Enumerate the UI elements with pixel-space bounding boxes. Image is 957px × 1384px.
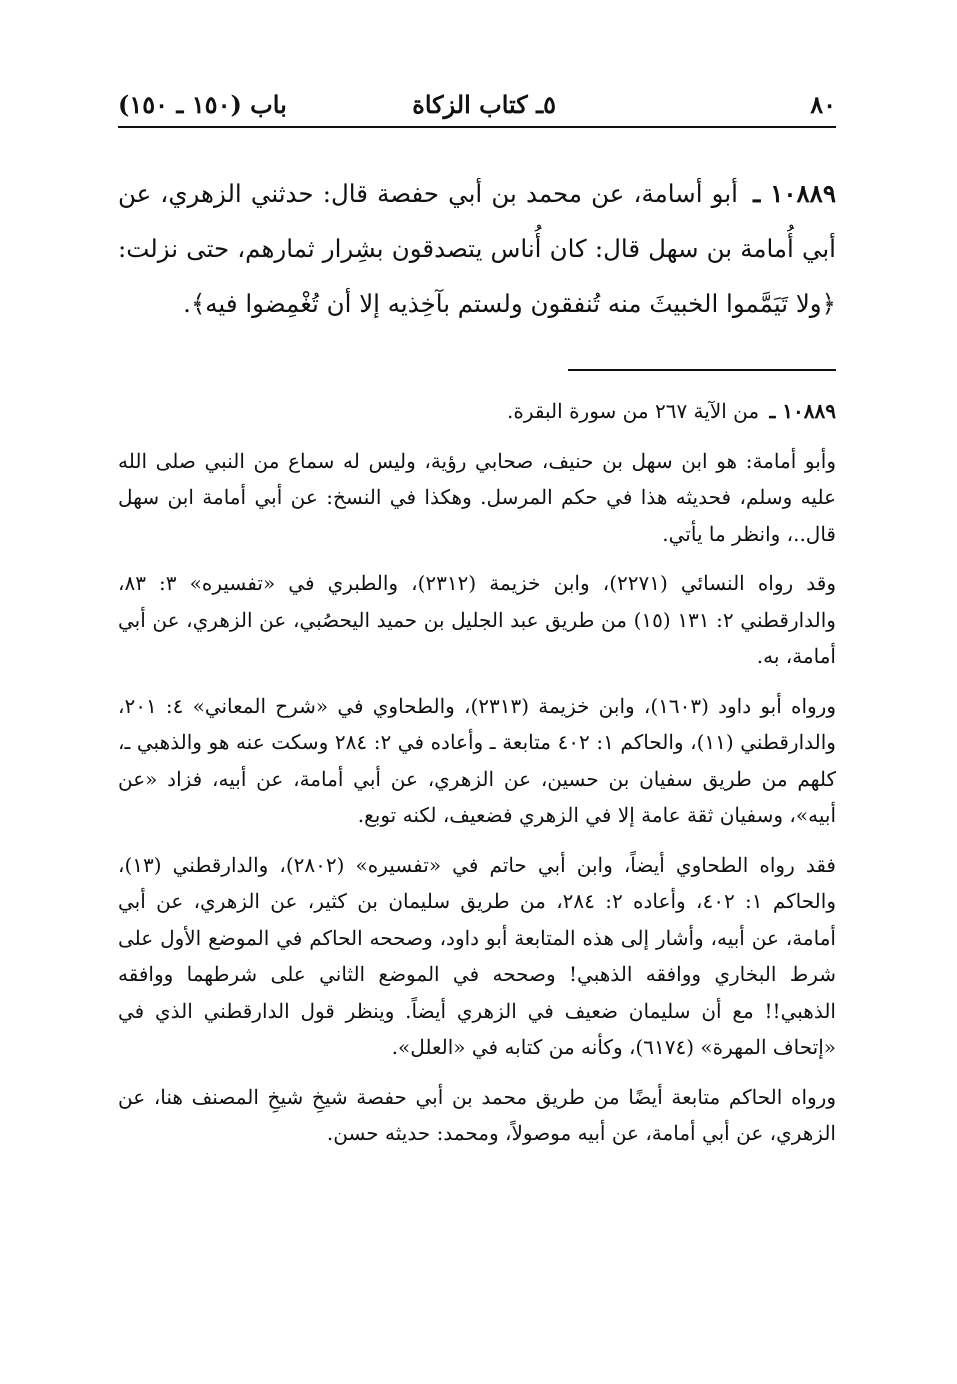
hadith-body: أبو أسامة، عن محمد بن أبي حفصة قال: حدثني الزهري، عن أبي أُمامة بن سهل قال: كان أُناس يتصدقون بشِرار ثمارهم، حتى نزلت: ﴿ولا تَيَمَّموا الخبيثَ منه تُنفقون ولستم بآخِذيه إلا أن تُغْمِضوا فيه﴾. xyxy=(118,179,836,318)
hadith-text xyxy=(118,166,836,331)
hadith-number: ١٠٨٨٩ ـ xyxy=(753,179,836,208)
footnote-paragraph: فقد رواه الطحاوي أيضاً، وابن أبي حاتم في «تفسيره» (٢٨٠٢)، والدارقطني (١٣)، والحاكم ١: ٤٠٢، وأعاده ٢: ٢٨٤، من طريق سليمان بن كثير، عن الزهري، عن أبي أمامة، عن أبيه، وأشار إلى هذه المتابعة أبو داود، وصححه الحاكم في الموضع الأول على شرط البخاري ووافقه الذهبي! وصححه في الموضع الثاني على شرطهما ووافقه الذهبي!! مع أن سليمان ضعيف في الزهري أيضاً. وينظر قول الدارقطني الذي في «إتحاف المهرة» (٦١٧٤)، وكأنه من كتابه في «العلل». xyxy=(118,852,836,1059)
footnote-divider xyxy=(568,369,836,371)
footnote-paragraph: وقد رواه النسائي (٢٢٧١)، وابن خزيمة (٢٣١٢)، والطبري في «تفسيره» ٣: ٨٣، والدارقطني ٢: ١٣١ (١٥) من طريق عبد الجليل بن حميد اليحصُبي، عن الزهري، عن أبي أمامة، به. xyxy=(118,571,836,668)
footnote-reference-text: من الآية ٢٦٧ من سورة البقرة. xyxy=(507,399,760,423)
page-number: ٨٠ xyxy=(810,90,836,119)
footnote-paragraph: وأبو أمامة: هو ابن سهل بن حنيف، صحابي رؤية، وليس له سماع من النبي صلى الله عليه وسلم، فحديثه هذا في حكم المرسل. وهكذا في النسخ: عن أبي أمامة ابن سهل قال..، وانظر ما يأتي. xyxy=(118,448,836,546)
chapter-title: باب (١٥٠ ـ ١٥٠) xyxy=(118,90,287,119)
footnote-number: ١٠٨٨٩ ـ xyxy=(769,399,836,423)
footnote-paragraph: ورواه أبو داود (١٦٠٣)، وابن خزيمة (٢٣١٣)، والطحاوي في «شرح المعاني» ٤: ٢٠١، والدارقطني (١١)، والحاكم ١: ٤٠٢ متابعة ـ وأعاده في ٢: ٢٨٤ وسكت عنه هو والذهبي ـ، كلهم من طريق سفيان بن حسين، عن الزهري، عن أبي أمامة، عن أبيه، فزاد «عن أبيه»، وسفيان ثقة عامة إلا في الزهري فضعيف، لكنه توبع. xyxy=(118,693,836,827)
book-title: ٥ـ كتاب الزكاة xyxy=(412,90,556,119)
footnotes xyxy=(118,393,836,1152)
footnote-paragraph: ورواه الحاكم متابعة أيضًا من طريق محمد بن أبي حفصة شيخِ شيخِ المصنف هنا، عن الزهري، عن أبي أمامة، عن أبيه موصولاً، ومحمد: حديثه حسن. xyxy=(118,1084,836,1145)
running-header xyxy=(118,86,836,128)
footnote-reference xyxy=(118,393,836,430)
document-page xyxy=(118,86,836,1165)
